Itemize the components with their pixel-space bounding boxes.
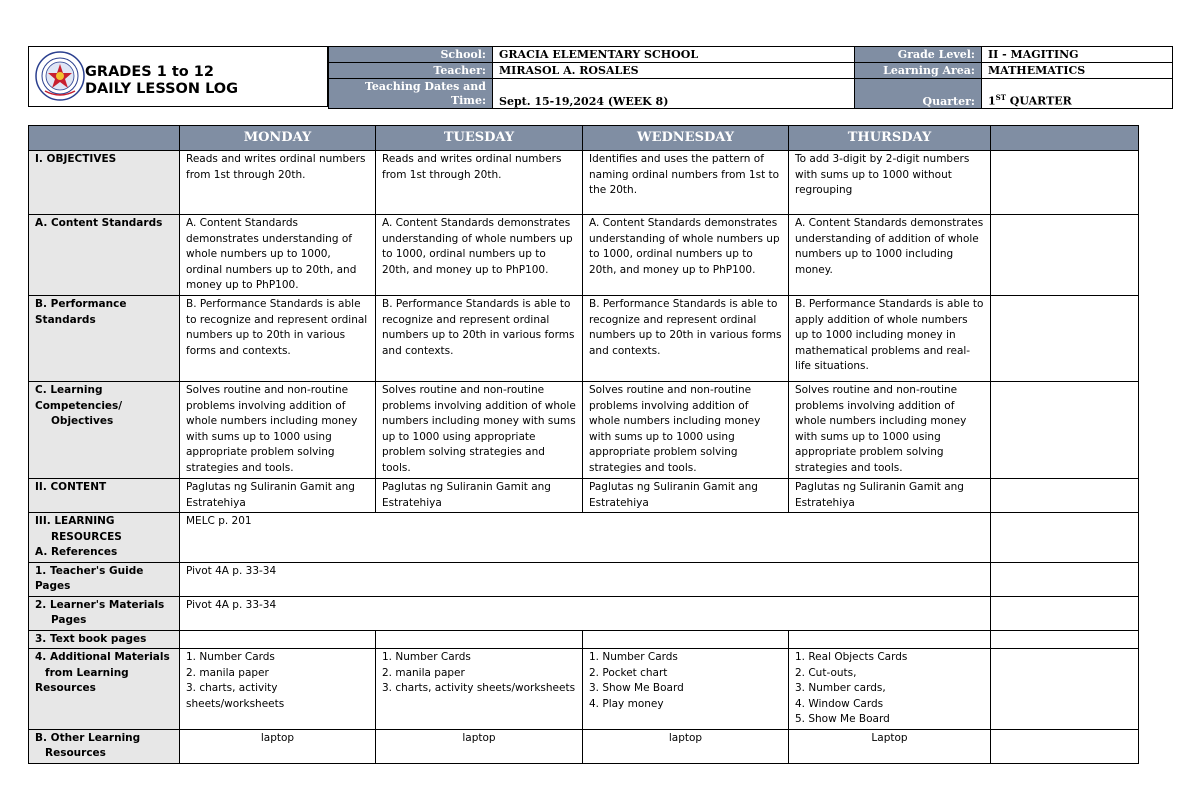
day-header-thursday: THURSDAY: [789, 126, 991, 151]
row-label-other-resources: [29, 729, 180, 763]
grade-label: Grade Level:: [855, 47, 982, 63]
list-item: 3. Number cards,: [795, 682, 886, 694]
cell-teachers-guide-friday: [991, 562, 1139, 596]
label-line: 4. Additional Materials: [35, 651, 170, 663]
row-label-performance-standards: [29, 296, 180, 382]
cell-other-tuesday: laptop: [376, 729, 583, 763]
list-item: 3. Show Me Board: [589, 682, 684, 694]
cell-performance-monday: B. Performance Standards is able to recognize and represent ordinal numbers up to 20th in various forms and contexts.: [180, 296, 376, 382]
table-row: [29, 479, 1139, 513]
area-label: Learning Area:: [855, 63, 982, 79]
cell-other-monday: laptop: [180, 729, 376, 763]
row-label-teachers-guide: 1. Teacher's Guide Pages: [29, 562, 180, 596]
cell-references: MELC p. 201: [180, 513, 991, 563]
cell-content-thursday: Paglutas ng Suliranin Gamit ang Estratehiya: [789, 479, 991, 513]
cell-materials-wednesday: [583, 649, 789, 730]
label-line: III. LEARNING: [35, 515, 115, 527]
cell-textbook-friday: [991, 630, 1139, 649]
cell-content-standards-thursday: A. Content Standards demonstrates understanding of addition of whole numbers up to 1000 including money.: [789, 215, 991, 296]
cell-materials-tuesday: [376, 649, 583, 730]
table-row: [29, 296, 1139, 382]
list-item: 2. Pocket chart: [589, 666, 668, 679]
cell-learners-materials: Pivot 4A p. 33-34: [180, 596, 991, 630]
table-row: [29, 215, 1139, 296]
quarter-text: QUARTER: [1005, 95, 1072, 108]
cell-materials-friday: [991, 649, 1139, 730]
dates-label-line-1: Teaching Dates and: [364, 79, 486, 93]
cell-textbook-tuesday: [376, 630, 583, 649]
cell-content-wednesday: Paglutas ng Suliranin Gamit ang Estratehiya: [583, 479, 789, 513]
cell-content-tuesday: Paglutas ng Suliranin Gamit ang Estratehiya: [376, 479, 583, 513]
row-label-content: II. CONTENT: [29, 479, 180, 513]
document-title: [85, 64, 238, 98]
cell-objectives-thursday: To add 3-digit by 2-digit numbers with sums up to 1000 without regrouping: [789, 151, 991, 215]
label-line: Pages: [51, 614, 87, 626]
row-label-additional-materials: [29, 649, 180, 730]
label-line: 2. Learner's Materials: [35, 598, 165, 611]
cell-performance-friday: [991, 296, 1139, 382]
dates-value: Sept. 15-19,2024 (WEEK 8): [493, 79, 855, 109]
lesson-plan-table: [28, 125, 1139, 764]
info-table: [328, 46, 1173, 109]
grade-value: II - MAGITING: [982, 47, 1173, 63]
cell-other-thursday: Laptop: [789, 729, 991, 763]
dates-label: [329, 79, 493, 109]
cell-content-monday: Paglutas ng Suliranin Gamit ang Estratehiya: [180, 479, 376, 513]
cell-content-standards-friday: [991, 215, 1139, 296]
day-header-wednesday: WEDNESDAY: [583, 126, 789, 151]
teacher-value: MIRASOL A. ROSALES: [493, 63, 855, 79]
cell-teachers-guide: Pivot 4A p. 33-34: [180, 562, 991, 596]
cell-competencies-wednesday: Solves routine and non-routine problems involving addition of whole numbers including money with sums up to 1000 using appropriate problem solving strategies and tools.: [583, 382, 789, 479]
table-row: [29, 596, 1139, 630]
table-row: [29, 562, 1139, 596]
cell-performance-wednesday: B. Performance Standards is able to recognize and represent ordinal numbers up to 20th in various forms and contexts.: [583, 296, 789, 382]
label-line: Competencies/: [35, 399, 123, 412]
cell-competencies-monday: Solves routine and non-routine problems involving addition of whole numbers including money with sums up to 1000 using appropriate problem solving strategies and tools.: [180, 382, 376, 479]
label-line: Standards: [35, 313, 96, 326]
cell-textbook-wednesday: [583, 630, 789, 649]
cell-objectives-tuesday: Reads and writes ordinal numbers from 1st through 20th.: [376, 151, 583, 215]
cell-references-friday: [991, 513, 1139, 563]
table-row: [29, 151, 1139, 215]
row-label-learning-resources: [29, 513, 180, 563]
label-line: B. Performance: [35, 298, 127, 310]
quarter-number: 1: [988, 95, 996, 108]
cell-materials-monday: [180, 649, 376, 730]
table-row: [29, 513, 1139, 563]
cell-performance-tuesday: B. Performance Standards is able to recognize and represent ordinal numbers up to 20th in various forms and contexts.: [376, 296, 583, 382]
cell-textbook-thursday: [789, 630, 991, 649]
day-header-friday-blank: [991, 126, 1139, 151]
cell-competencies-thursday: Solves routine and non-routine problems involving addition of whole numbers including money with sums up to 1000 using appropriate problem solving strategies and tools.: [789, 382, 991, 479]
list-item: 1. Number Cards: [186, 651, 275, 663]
row-label-competencies: [29, 382, 180, 479]
deped-seal-icon: [35, 51, 85, 101]
dates-label-line-2: Time:: [450, 93, 486, 107]
day-header-monday: MONDAY: [180, 126, 376, 151]
row-label-learners-materials: [29, 596, 180, 630]
cell-competencies-tuesday: Solves routine and non-routine problems involving addition of whole numbers including money with sums up to 1000 using appropriate problem solving strategies and tools.: [376, 382, 583, 479]
day-header-row: [29, 126, 1139, 151]
cell-other-wednesday: laptop: [583, 729, 789, 763]
label-line: C. Learning: [35, 384, 103, 396]
list-item: 3. charts, activity sheets/worksheets: [186, 682, 285, 710]
cell-objectives-monday: Reads and writes ordinal numbers from 1st through 20th.: [180, 151, 376, 215]
cell-learners-materials-friday: [991, 596, 1139, 630]
cell-objectives-wednesday: Identifies and uses the pattern of naming ordinal numbers from 1st to the 20th.: [583, 151, 789, 215]
cell-performance-thursday: B. Performance Standards is able to apply addition of whole numbers up to 1000 including money in mathematical problems and real-life situations.: [789, 296, 991, 382]
cell-content-friday: [991, 479, 1139, 513]
table-row: [29, 630, 1139, 649]
area-value: MATHEMATICS: [982, 63, 1173, 79]
cell-competencies-friday: [991, 382, 1139, 479]
label-line: Objectives: [51, 415, 114, 427]
list-item: 1. Number Cards: [589, 651, 678, 663]
lesson-log-header: [28, 46, 1172, 108]
school-value: GRACIA ELEMENTARY SCHOOL: [493, 47, 855, 63]
cell-objectives-friday: [991, 151, 1139, 215]
row-label-objectives: I. OBJECTIVES: [29, 151, 180, 215]
label-line: B. Other Learning: [35, 731, 141, 744]
label-line: from Learning: [45, 666, 129, 679]
cell-content-standards-monday: A. Content Standards demonstrates understanding of whole numbers up to 1000, ordinal numbers up to 20th, and money up to PhP100.: [180, 215, 376, 296]
brand-box: [28, 46, 328, 107]
teacher-label: Teacher:: [329, 63, 493, 79]
list-item: 5. Show Me Board: [795, 713, 890, 725]
header-blank: [29, 126, 180, 151]
table-row: [29, 649, 1139, 730]
list-item: 1. Real Objects Cards: [795, 651, 908, 663]
label-line: A. References: [35, 546, 118, 558]
list-item: 2. manila paper: [186, 666, 269, 679]
cell-content-standards-tuesday: A. Content Standards demonstrates understanding of whole numbers up to 1000, ordinal numbers up to 20th, and money up to PhP100.: [376, 215, 583, 296]
title-line-2: DAILY LESSON LOG: [85, 81, 239, 97]
list-item: 3. charts, activity sheets/worksheets: [382, 682, 576, 694]
label-line: Resources: [45, 747, 106, 759]
cell-content-standards-wednesday: A. Content Standards demonstrates understanding of whole numbers up to 1000, ordinal numbers up to 20th, and money up to PhP100.: [583, 215, 789, 296]
list-item: 2. manila paper: [382, 666, 465, 679]
table-row: [29, 729, 1139, 763]
cell-materials-thursday: [789, 649, 991, 730]
quarter-label: Quarter:: [855, 79, 982, 109]
school-label: School:: [329, 47, 493, 63]
title-line-1: GRADES 1 to 12: [85, 64, 214, 80]
row-label-content-standards: A. Content Standards: [29, 215, 180, 296]
cell-other-friday: [991, 729, 1139, 763]
list-item: 2. Cut-outs,: [795, 666, 857, 679]
quarter-value: [982, 79, 1173, 109]
label-line: RESOURCES: [51, 530, 122, 543]
quarter-suffix: ST: [995, 93, 1006, 103]
list-item: 4. Play money: [589, 697, 664, 710]
label-line: Resources: [35, 682, 96, 694]
row-label-textbook: 3. Text book pages: [29, 630, 180, 649]
list-item: 1. Number Cards: [382, 651, 471, 663]
table-row: [29, 382, 1139, 479]
list-item: 4. Window Cards: [795, 697, 884, 710]
cell-textbook-monday: [180, 630, 376, 649]
day-header-tuesday: TUESDAY: [376, 126, 583, 151]
